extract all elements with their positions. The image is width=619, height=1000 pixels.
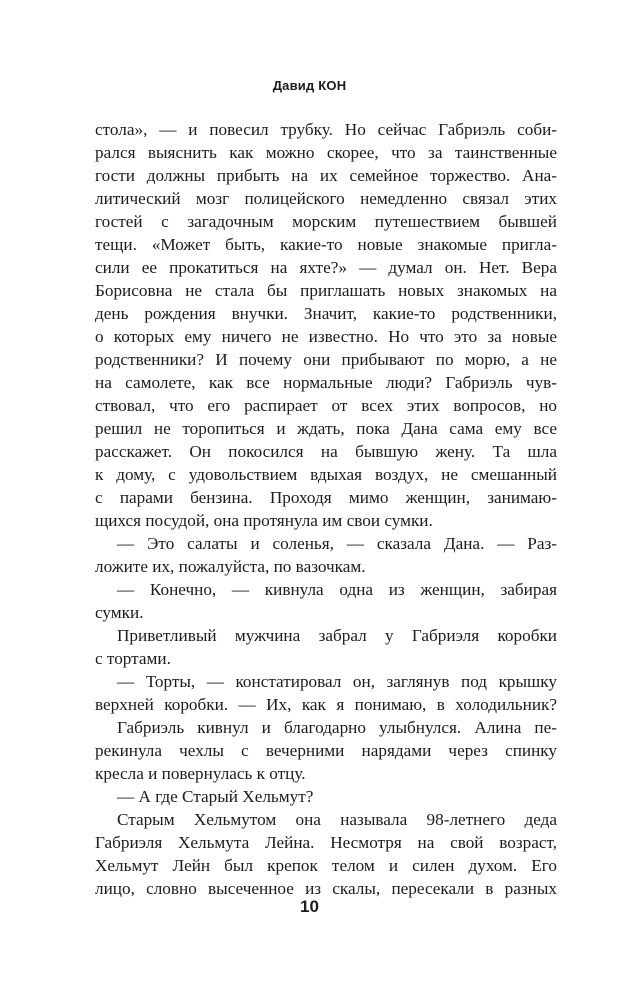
text-line: тещи. «Может быть, какие-то новые знакомые пригла- [95,235,557,254]
text-line: с парами бензина. Проходя мимо женщин, занимаю- [95,488,557,507]
text-line: ствовал, что его распирает от всех этих вопросов, но [95,396,557,415]
text-line: щихся посудой, она протянула им свои сумки. [95,511,433,530]
text-line: — Конечно, — кивнула одна из женщин, забирая [117,580,557,599]
text-line: рался выяснить как можно скорее, что за таинственные [95,143,557,162]
page-number: 10 [300,897,319,916]
text-line: рекинула чехлы с вечерними нарядами через спинку [95,741,557,760]
text-line: Габриэль кивнул и благодарно улыбнулся. Алина пе- [117,718,557,737]
text-line: день рождения внучки. Значит, какие-то родственники, [95,304,557,323]
text-line: верхней коробки. — Их, как я понимаю, в холодильник? [95,695,557,714]
text-line: — Это салаты и соленья, — сказала Дана. — Раз- [117,534,557,553]
text-line: решил не торопиться и ждать, пока Дана сама ему все [95,419,557,438]
text-line: к дому, с удовольствием вдыхая воздух, не смешанный [95,465,557,484]
text-line: Хельмут Лейн был крепок телом и силен духом. Его [95,856,557,875]
text-line: — А где Старый Хельмут? [117,787,314,806]
text-line: кресла и повернулась к отцу. [95,764,306,783]
text-line: сили ее прокатиться на яхте?» — думал он. Нет. Вера [95,258,557,277]
text-line: гостей с загадочным морским путешествием бывшей [95,212,557,231]
text-line: Старым Хельмутом она называла 98-летнего деда [117,810,557,829]
text-line: Габриэля Хельмута Лейна. Несмотря на свой возраст, [95,833,557,852]
body-text [95,118,557,900]
text-line: на самолете, как все нормальные люди? Габриэль чув- [95,373,557,392]
text-line: Приветливый мужчина забрал у Габриэля коробки [117,626,557,645]
text-line: ложите их, пожалуйста, по вазочкам. [95,557,366,576]
text-line: о которых ему ничего не известно. Но что это за новые [95,327,557,346]
text-line: родственники? И почему они прибывают по морю, а не [95,350,557,369]
text-line: Борисовна не стала бы приглашать новых знакомых на [95,281,557,300]
text-line: сумки. [95,603,144,622]
text-line: гости должны прибыть на их семейное торжество. Ана- [95,166,557,185]
text-line: расскажет. Он покосился на бывшую жену. Та шла [95,442,557,461]
text-line: с тортами. [95,649,171,668]
text-line: стола», — и повесил трубку. Но сейчас Габриэль соби- [95,120,557,139]
text-line: лицо, словно высеченное из скалы, пересекали в разных [95,879,557,898]
text-line: — Торты, — констатировал он, заглянув под крышку [117,672,557,691]
text-line: литический мозг полицейского немедленно связал этих [95,189,557,208]
running-head: Давид КОН [272,78,347,93]
